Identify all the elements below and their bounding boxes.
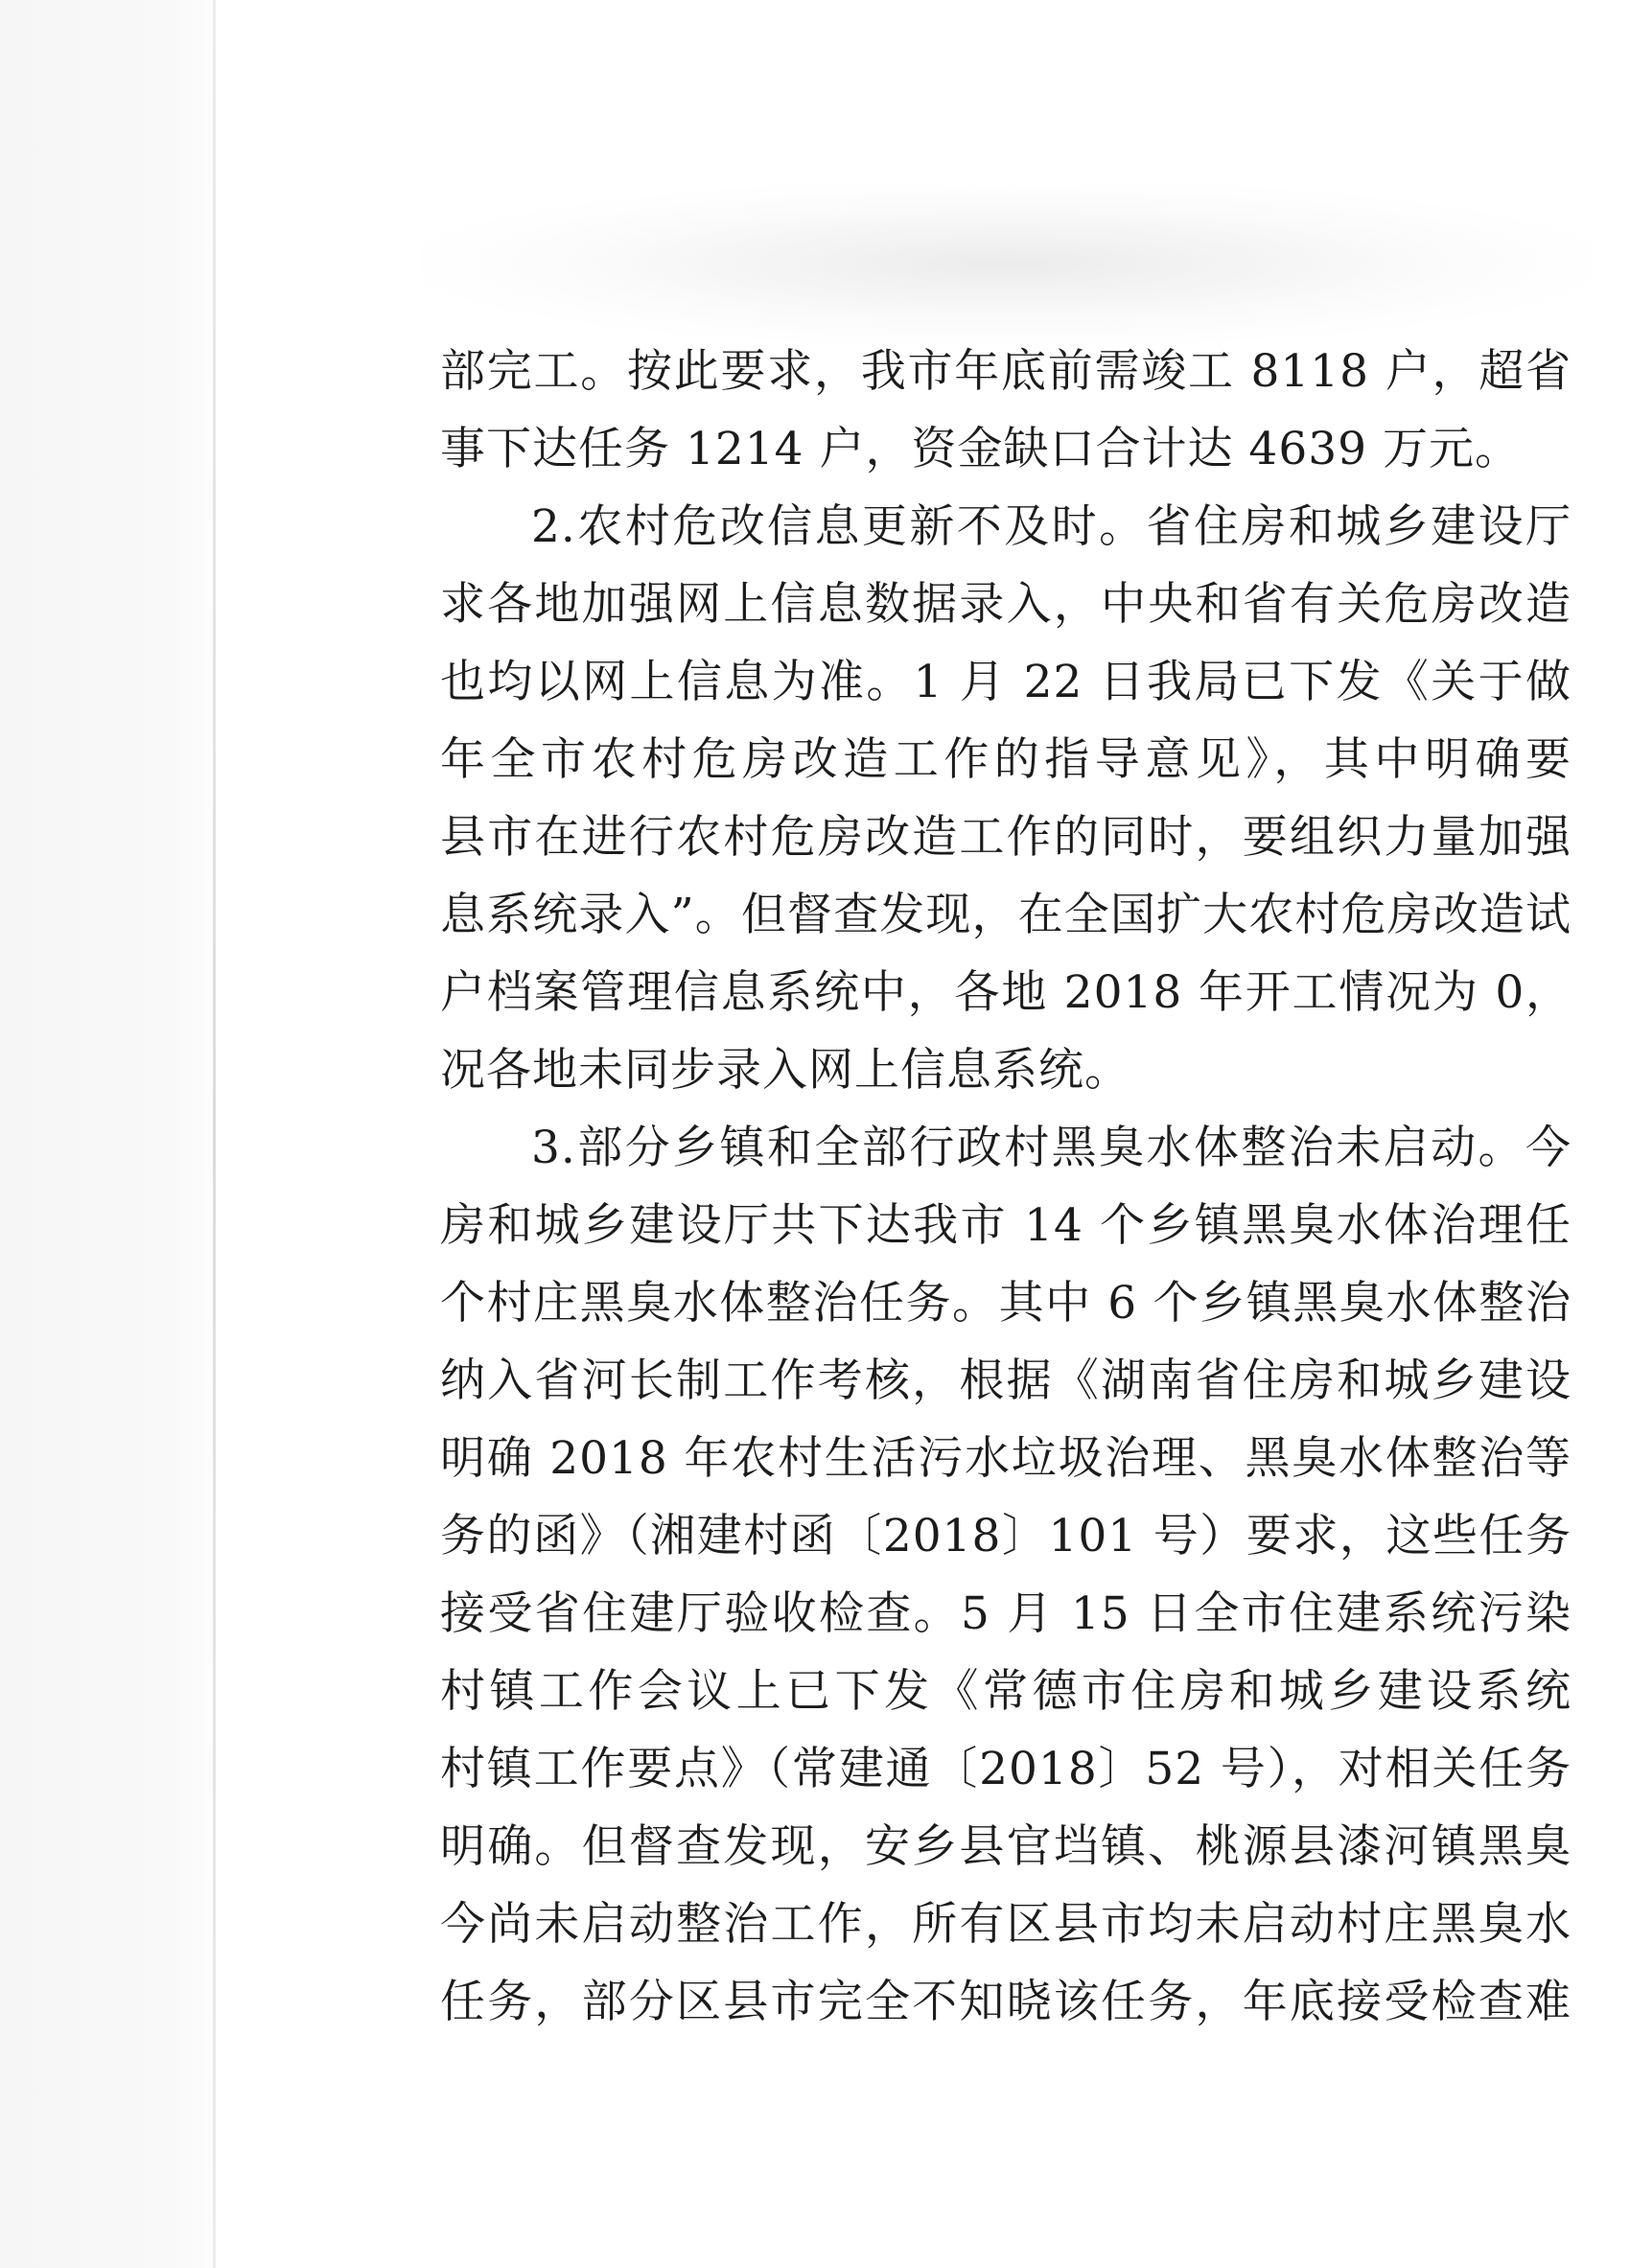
text-line: 息系统录入”。但督查发现，在全国扩大农村危房改造试 (440, 889, 1572, 941)
text-line: 接受省住建厅验收检查。5 月 15 日全市住建系统污染 (440, 1587, 1572, 1640)
scan-margin-strip (0, 0, 213, 2268)
text-line: 部完工。按此要求，我市年底前需竣工 8118 户，超省 (440, 345, 1572, 398)
body-text (440, 333, 1572, 2041)
text-line: 明确 2018 年农村生活污水垃圾治理、黑臭水体整治等 (440, 1432, 1572, 1485)
text-line: 房和城乡建设厅共下达我市 14 个乡镇黑臭水体治理任 (440, 1199, 1572, 1252)
text-line: 也均以网上信息为准。1 月 22 日我局已下发《关于做 (440, 656, 1572, 708)
text-line: 村镇工作要点》（常建通〔2018〕52 号），对相关任务 (440, 1743, 1572, 1795)
text-line: 县市在进行农村危房改造工作的同时，要组织力量加强 (440, 811, 1572, 864)
scan-page-edge (213, 0, 216, 2268)
text-line: 务的函》（湘建村函〔2018〕101 号）要求，这些任务 (440, 1510, 1572, 1562)
text-line: 求各地加强网上信息数据录入，中央和省有关危房改造 (440, 578, 1572, 631)
text-line: 任务，部分区县市完全不知晓该任务，年底接受检查难 (440, 1976, 1572, 2028)
bleed-through-shadow (422, 182, 1592, 345)
text-line: 个村庄黑臭水体整治任务。其中 6 个乡镇黑臭水体整治 (440, 1277, 1572, 1330)
text-line: 纳入省河长制工作考核，根据《湖南省住房和城乡建设 (440, 1354, 1572, 1407)
text-line: 事下达任务 1214 户，资金缺口合计达 4639 万元。 (440, 423, 1521, 475)
paragraph-heading-line: 3.部分乡镇和全部行政村黑臭水体整治未启动。今 (531, 1122, 1572, 1174)
text-line: 村镇工作会议上已下发《常德市住房和城乡建设系统 (440, 1665, 1572, 1718)
text-line: 明确。但督查发现，安乡县官垱镇、桃源县漆河镇黑臭 (440, 1820, 1572, 1873)
text-line: 年全市农村危房改造工作的指导意见》，其中明确要 (440, 733, 1572, 786)
text-line: 今尚未启动整治工作，所有区县市均未启动村庄黑臭水 (440, 1898, 1572, 1951)
text-line: 户档案管理信息系统中，各地 2018 年开工情况为 0， (440, 966, 1572, 1019)
text-line: 况各地未同步录入网上信息系统。 (440, 1044, 1130, 1097)
paragraph-heading-line: 2.农村危改信息更新不及时。省住房和城乡建设厅 (531, 500, 1572, 553)
